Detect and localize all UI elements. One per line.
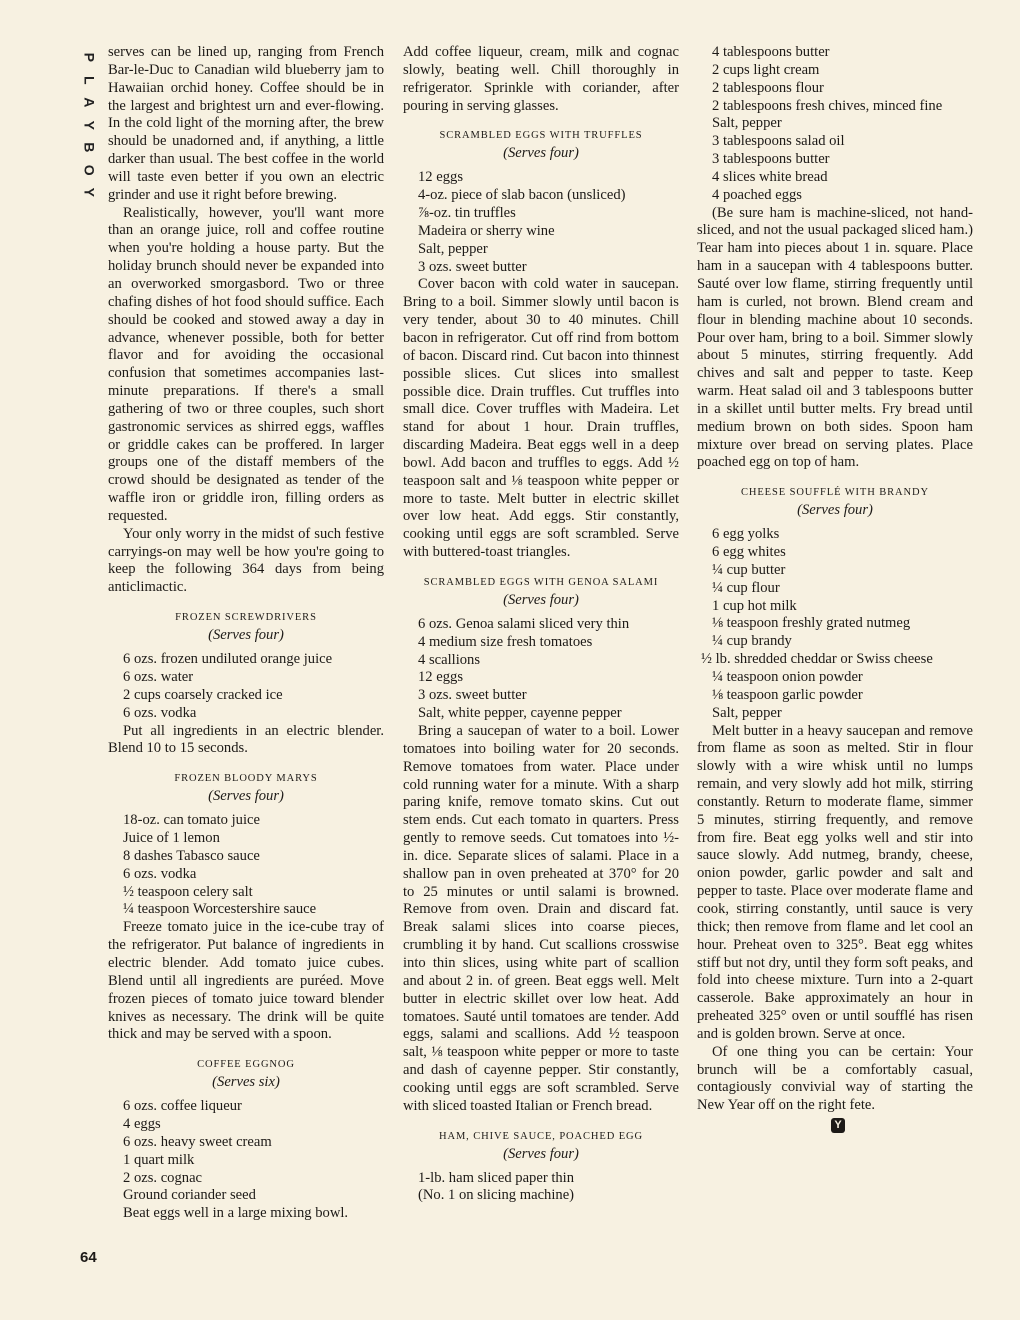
ingredient: 3 tablespoons butter: [712, 151, 830, 168]
logo-letter: Y: [81, 187, 98, 197]
recipe-method: Beat eggs well in a large mixing bowl.: [123, 1205, 349, 1222]
ingredient: ¼ cup butter: [712, 561, 786, 578]
recipe-title: CHEESE SOUFFLÉ WITH BRANDY: [740, 487, 929, 499]
logo-letter: Y: [81, 120, 98, 130]
logo-letter: L: [81, 75, 98, 85]
ingredient: 4 tablespoons butter: [712, 44, 830, 60]
ingredient-list: [108, 1098, 384, 1205]
ingredient-list: [697, 44, 973, 205]
ingredient: 2 tablespoons fresh chives, minced fine: [712, 97, 943, 114]
ingredient: ⅛ teaspoon freshly grated nutmeg: [712, 615, 911, 632]
ingredient: Ground coriander seed: [123, 1187, 256, 1204]
ingredient: 3 ozs. sweet butter: [418, 687, 527, 704]
ingredient-list: [403, 169, 679, 276]
ingredient: 4 medium size fresh tomatoes: [418, 633, 593, 650]
ingredient: ⅞-oz. tin truffles: [418, 205, 516, 222]
recipe-title: COFFEE EGGNOG: [197, 1059, 295, 1071]
logo-letter: P: [81, 52, 98, 62]
ingredient: 4 poached eggs: [712, 186, 802, 203]
recipe-title: SCRAMBLED EGGS WITH TRUFFLES: [439, 130, 643, 142]
ingredient: 4 eggs: [123, 1116, 161, 1133]
ingredient-list: [108, 651, 384, 722]
recipe-method: Melt butter in a heavy saucepan and remove from flame as soon as melted. Stir in flour slowly with a wire whisk until no lumps remain, and very slowly add hot milk, stirring constantly. Return to moderate flame, simmer 5 minutes, stirring frequently, and remove from fire. Beat egg yolks well and stir into sauce slowly. Add nutmeg, brandy, cheese, onion powder, garlic powder and salt and pepper to taste. Place over moderate flame and cook, stirring constantly, until sauce is very thick; then remove from flame and let cool an hour. Preheat oven to 325°. Beat egg whites stiff but not dry, until they form soft peaks, and fold into cheese mixture. Turn into a 2-quart casserole. Bake approximately an hour in preheated 325° oven or until soufflé has risen and is golden brown. Serve at once.: [697, 722, 973, 1042]
ingredient: Juice of 1 lemon: [123, 830, 220, 847]
ingredient: ¼ cup flour: [712, 579, 780, 596]
recipe-serves: (Serves four): [208, 627, 284, 644]
magazine-name-vertical: [78, 46, 100, 204]
ingredient: 2 ozs. cognac: [123, 1169, 203, 1186]
recipe-serves: (Serves four): [503, 145, 579, 162]
ingredient: 12 eggs: [418, 169, 463, 186]
ingredient: 18-oz. can tomato juice: [123, 812, 260, 829]
ingredient-list: [108, 812, 384, 919]
recipe-title: FROZEN BLOODY MARYS: [174, 773, 318, 785]
ingredient: ¼ teaspoon Worcestershire sauce: [123, 901, 317, 918]
body-paragraph: Your only worry in the midst of such festive carryings-on may well be how you're going to keep the following 364 days from being anticlimactic.: [108, 525, 384, 596]
ingredient: ½ teaspoon celery salt: [123, 883, 253, 900]
ingredient: 1 quart milk: [123, 1151, 195, 1168]
ingredient: ¼ teaspoon onion powder: [712, 669, 863, 685]
ingredient: 1-lb. ham sliced paper thin: [418, 1169, 575, 1186]
ingredient: 2 cups light cream: [712, 61, 820, 78]
body-paragraph: serves can be lined up, ranging from French Bar-le-Duc to Canadian wild blueberry jam to Hawaiian orchid honey. Coffee should be in the largest and brightest urn and ever-flowing. In the cold light of the morning after, the brew should be unadorned and, if anything, a little darker than usual. The best coffee in the world will taste even better if you own an electric grinder and use it right before brewing.: [108, 44, 384, 203]
ingredient: Salt, pepper: [418, 240, 488, 257]
recipe-title: SCRAMBLED EGGS WITH GENOA SALAMI: [423, 576, 659, 588]
ingredient: 6 egg yolks: [712, 526, 780, 543]
ingredient: ¼ cup brandy: [712, 633, 792, 650]
ingredient: 6 egg whites: [712, 544, 786, 561]
logo-letter: A: [81, 97, 98, 108]
ingredient: Salt, white pepper, cayenne pepper: [418, 705, 622, 722]
ingredient: 2 tablespoons flour: [712, 79, 824, 96]
ingredient: Madeira or sherry wine: [418, 222, 555, 239]
ingredient: Salt, pepper: [712, 704, 782, 721]
recipe-method: Cover bacon with cold water in saucepan. Bring to a boil. Simmer slowly until bacon is very tender, about 30 to 40 minutes. Chill bacon in refrigerator. Cut off rind from bottom of bacon. Discard rind. Cut bacon into thinnest possible slices. Cut slices into smallest possible dice. Drain truffles. Cut truffles into small dice. Cover truffles with Madeira. Let stand for about 1 hour. Drain truffles, discarding Madeira. Beat eggs well in a deep bowl. Add bacon and truffles to eggs. Add ½ teaspoon salt and ⅛ teaspoon white pepper or more to taste. Melt butter in electric skillet over low heat. Add eggs. Stir constantly, cooking until eggs are soft scrambled. Serve with buttered-toast triangles.: [403, 276, 679, 561]
ingredient-list: [697, 526, 973, 722]
ingredient: 6 ozs. Genoa salami sliced very thin: [418, 615, 630, 632]
ingredient: 4 scallions: [418, 651, 481, 668]
column-3: [697, 44, 973, 1135]
rabbit-end-mark-icon: Y: [831, 1118, 845, 1133]
ingredient: ½ lb. shredded cheddar or Swiss cheese: [701, 651, 933, 668]
column-2: [403, 44, 679, 1205]
recipe-serves: (Serves four): [503, 591, 579, 608]
logo-letter: O: [81, 164, 98, 176]
ingredient: 6 ozs. frozen undiluted orange juice: [123, 651, 333, 668]
ingredient: 6 ozs. vodka: [123, 865, 197, 882]
recipe-serves: (Serves four): [208, 788, 284, 805]
closing-paragraph: Of one thing you can be certain: Your brunch will be a comfortably casual, contagiously convivial way of starting the New Year off on the right fete.: [697, 1043, 973, 1114]
ingredient: 2 cups coarsely cracked ice: [123, 686, 283, 703]
recipe-serves: (Serves four): [797, 502, 873, 519]
recipe-serves: (Serves six): [212, 1074, 280, 1091]
ingredient: 4 slices white bread: [712, 168, 828, 185]
recipe-title: HAM, CHIVE SAUCE, POACHED EGG: [438, 1130, 644, 1142]
ingredient: 6 ozs. water: [123, 669, 194, 685]
ingredient: 6 ozs. vodka: [123, 704, 197, 721]
ingredient: 12 eggs: [418, 669, 463, 686]
ingredient: 3 ozs. sweet butter: [418, 258, 527, 275]
recipe-method: Put all ingredients in an electric blender. Blend 10 to 15 seconds.: [108, 722, 384, 757]
ingredient: 4-oz. piece of slab bacon (unsliced): [418, 187, 626, 204]
recipe-serves: (Serves four): [503, 1145, 579, 1162]
recipe-method: Freeze tomato juice in the ice-cube tray of the refrigerator. Put balance of ingredients in electric blender. Add tomato juice cubes. Blend until all ingredients are puréed. Move frozen pieces of tomato juice toward blender knives as necessary. The drink will be quite thick and may be served with a spoon.: [108, 919, 384, 1043]
ingredient-list: [403, 1170, 679, 1206]
ingredient: 6 ozs. coffee liqueur: [123, 1098, 242, 1115]
ingredient: ⅛ teaspoon garlic powder: [712, 686, 863, 703]
ingredient: (No. 1 on slicing machine): [418, 1187, 575, 1204]
ingredient: Salt, pepper: [712, 115, 782, 132]
ingredient-list: [403, 616, 679, 723]
recipe-method: Bring a saucepan of water to a boil. Lower tomatoes into boiling water for 20 seconds. Remove tomatoes from water. Place under cold running water for a minute. With a sharp paring knife, remove tomato skins. Cut out stem ends. Cut each tomato in quarters. Press gently to remove seeds. Cut tomatoes into ½-in. dice. Separate slices of salami. Place in a shallow pan in oven preheated at 370° for 20 to 25 minutes or until salami is browned. Remove from oven. Drain and discard fat. Break salami slices into coarse pieces, crumbling it by hand. Cut scallions crosswise into thin slices, using white part of scallion and about 2 in. of green. Beat eggs well. Melt butter in electric skillet over low heat. Add tomatoes. Sauté until tomatoes are tender. Add eggs, salami and scallions. Add ½ teaspoon salt, ⅛ teaspoon white pepper or more to taste and dash of cayenne pepper. Stir constantly, cooking until eggs are soft scrambled. Serve with sliced toasted Italian or French bread.: [403, 723, 679, 1114]
recipe-method: Add coffee liqueur, cream, milk and cognac slowly, beating well. Chill thoroughly in refrigerator. Sprinkle with coriander, after pouring in serving glasses.: [403, 44, 679, 114]
ingredient: 1 cup hot milk: [712, 597, 797, 614]
ingredient: 8 dashes Tabasco sauce: [123, 847, 260, 864]
column-1: [108, 44, 384, 1223]
recipe-method: (Be sure ham is machine-sliced, not hand-sliced, and not the usual packaged sliced ham.) Tear ham into pieces about 1 in. square. Place ham in a saucepan with 4 tablespoons butter. Sauté over low flame, stirring frequently until ham is curled, not brown. Blend cream and flour in blending machine about 10 seconds. Pour over ham, bring to a boil. Simmer slowly about 5 minutes, stirring frequently. Add chives and salt and pepper to taste. Keep warm. Heat salad oil and 3 tablespoons butter in a skillet until butter melts. Fry bread until medium brown on both sides. Spoon ham mixture over bread on serving plates. Place poached egg on top of ham.: [697, 204, 973, 471]
end-mark-row: [697, 1117, 973, 1135]
page-number: 64: [80, 1249, 97, 1266]
logo-letter: B: [81, 142, 98, 153]
ingredient: 3 tablespoons salad oil: [712, 133, 845, 150]
recipe-title: FROZEN SCREWDRIVERS: [175, 612, 317, 624]
body-paragraph: Realistically, however, you'll want more than an orange juice, roll and coffee routine when you're holding a house party. But the holiday brunch should never be expanded into an overworked smorgasbord. Two or three chafing dishes of hot food should suffice. Each should be cooked and stowed away a day in advance, whenever possible, both for better flavor and for avoiding the occasional confusion that sometimes accompanies last-minute preparations. If there's a small gathering of two or three couples, such short gastronomic services as shirred eggs, waffles or griddle cakes can be proffered. In larger groups one of the distaff members of the crowd should be designated as tender of the waffle iron or griddle iron, filling orders as requested.: [108, 204, 384, 524]
ingredient: 6 ozs. heavy sweet cream: [123, 1133, 272, 1150]
